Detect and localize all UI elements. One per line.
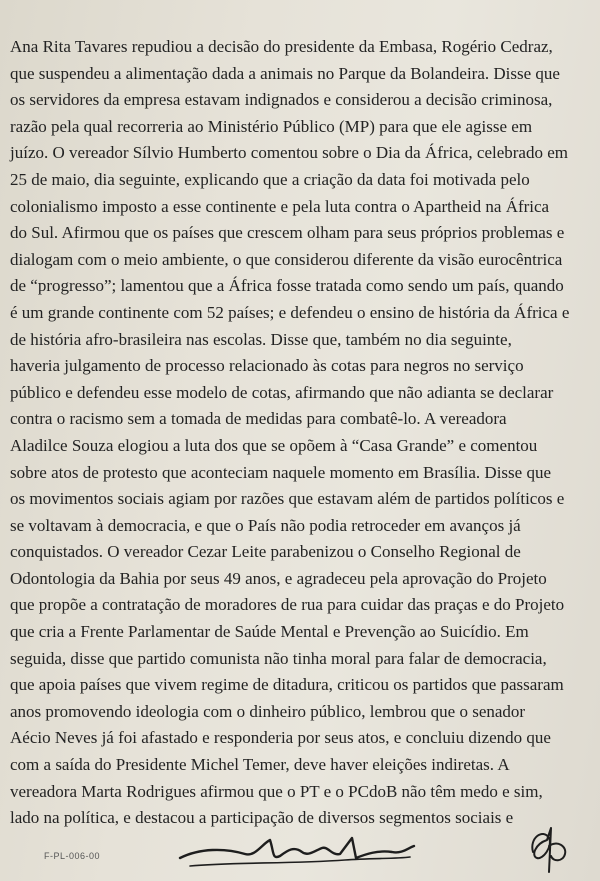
body-line: conquistados. O vereador Cezar Leite parabenizou o Conselho Regional de — [10, 542, 521, 562]
form-code-label: F-PL-006-00 — [44, 851, 101, 861]
body-line: que cria a Frente Parlamentar de Saúde Mental e Prevenção ao Suicídio. Em — [10, 622, 529, 642]
body-line: os movimentos sociais agiam por razões que estavam além de partidos políticos e — [10, 489, 565, 509]
document-body — [10, 34, 590, 832]
body-line: que suspendeu a alimentação dada a animais no Parque da Bolandeira. Disse que — [10, 63, 560, 83]
body-line: Odontologia da Bahia por seus 49 anos, e agradeceu pela aprovação do Projeto — [10, 568, 547, 588]
signature-left-image — [170, 826, 420, 876]
body-line: dialogam com o meio ambiente, o que considerou diferente da visão eurocêntrica — [10, 249, 563, 269]
body-line: 25 de maio, dia seguinte, explicando que a criação da data foi motivada pelo — [10, 169, 530, 189]
body-line: com a saída do Presidente Michel Temer, deve haver eleições indiretas. A — [10, 755, 510, 775]
body-line: Aécio Neves já foi afastado e responderia por seus atos, e concluiu dizendo que — [10, 728, 551, 748]
body-line: Aladilce Souza elogiou a luta dos que se opõem à “Casa Grande” e comentou — [10, 435, 538, 455]
body-line: seguida, disse que partido comunista não tinha moral para falar de democracia, — [10, 648, 547, 668]
body-line: que apoia países que vivem regime de ditadura, criticou os partidos que passaram — [10, 675, 564, 695]
body-line: sobre atos de protesto que aconteciam naquele momento em Brasília. Disse que — [10, 462, 552, 482]
body-line: haveria julgamento de processo relacionado às cotas para negros no serviço — [10, 356, 524, 376]
body-line: é um grande continente com 52 países; e defendeu o ensino de história da África e — [10, 302, 570, 322]
body-line: vereadora Marta Rodrigues afirmou que o PT e o PCdoB não têm medo e sim, — [10, 781, 543, 801]
body-line: razão pela qual recorreria ao Ministério Público (MP) para que ele agisse em — [10, 116, 533, 136]
body-line: que propõe a contratação de moradores de rua para cuidar das praças e do Projeto — [10, 595, 565, 615]
body-line: lado na política, e destacou a participação de diversos segmentos sociais e — [10, 808, 514, 828]
body-line: juízo. O vereador Sílvio Humberto comentou sobre o Dia da África, celebrado em — [10, 143, 568, 163]
body-line: os servidores da empresa estavam indignados e considerou a decisão criminosa, — [10, 90, 553, 110]
body-line: anos promovendo ideologia com o dinheiro público, lembrou que o senador — [10, 701, 526, 721]
body-line: do Sul. Afirmou que os países que crescem olham para seus próprios problemas e — [10, 223, 565, 243]
body-line: contra o racismo sem a tomada de medidas para combatê-lo. A vereadora — [10, 409, 507, 429]
signature-right-image — [525, 822, 575, 878]
body-line: de história afro-brasileira nas escolas. Disse que, também no dia seguinte, — [10, 329, 512, 349]
body-line: público e defendeu esse modelo de cotas, afirmando que não adianta se declarar — [10, 382, 554, 402]
body-line: de “progresso”; lamentou que a África fosse tratada como sendo um país, quando — [10, 276, 564, 296]
body-line: Ana Rita Tavares repudiou a decisão do presidente da Embasa, Rogério Cedraz, — [10, 37, 553, 56]
body-line: colonialismo imposto a esse continente e pela luta contra o Apartheid na África — [10, 196, 550, 216]
body-line: se voltavam à democracia, e que o País não podia retroceder em avanços já — [10, 515, 521, 535]
